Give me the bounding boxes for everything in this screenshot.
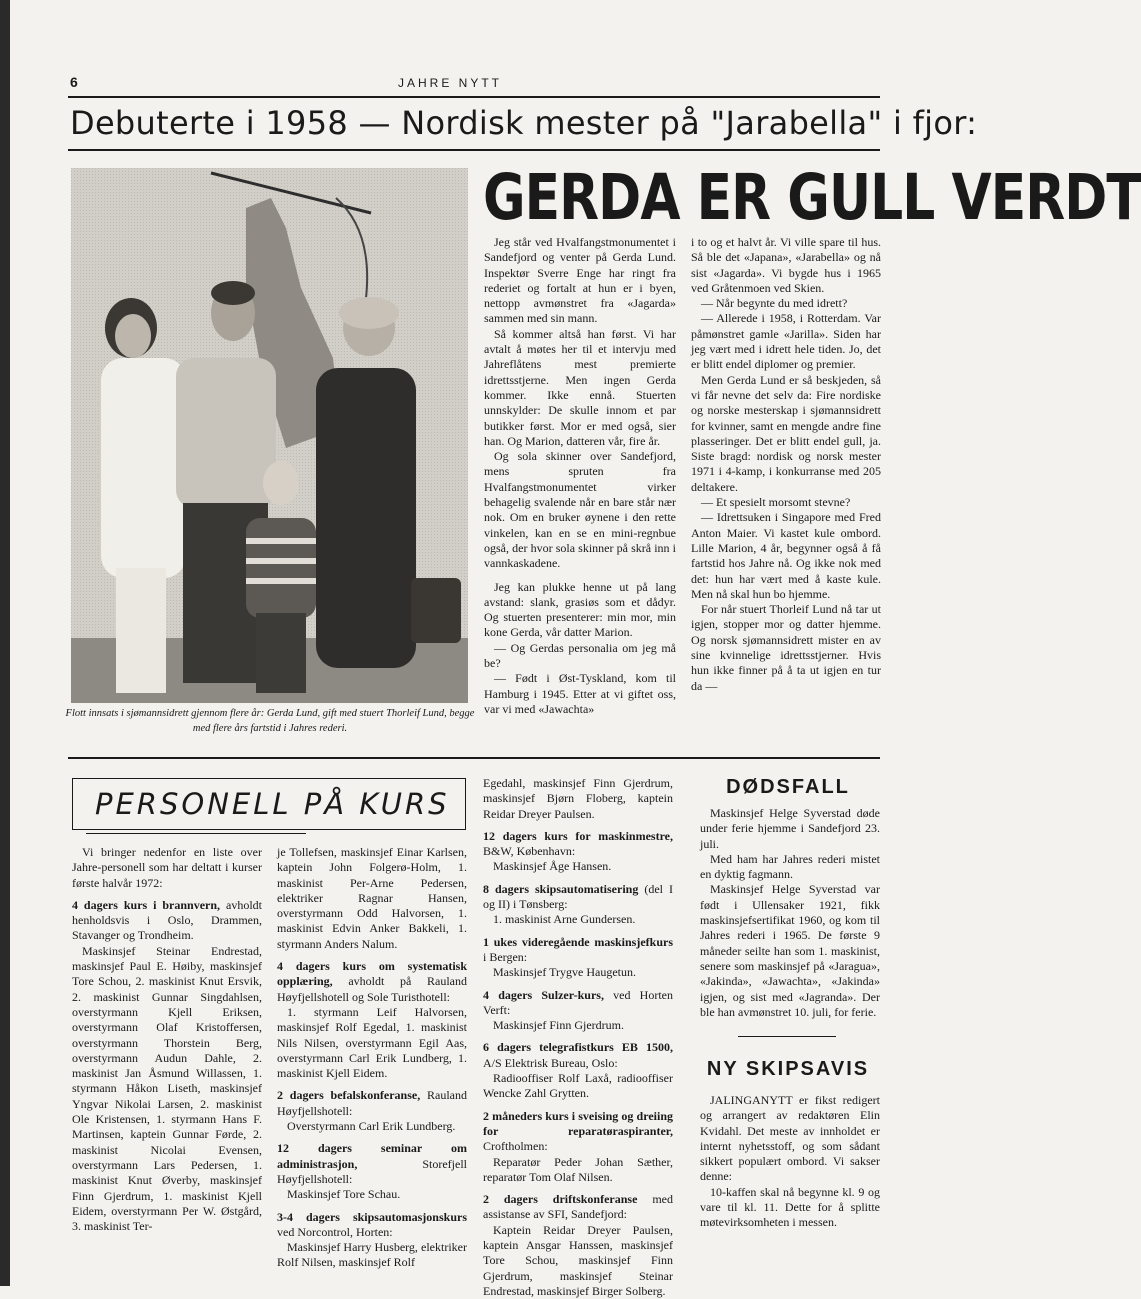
- course-text: Maskinsjef Steinar Endrestad, maskinsjef Paul E. Høiby, maskinsjef Tore Schou, 2. maskinist Knut Ersvik, 2. maskinist Gunnar Singdahlsen, overstyrmann Kjell Eriksen, overstyrmann Olaf Kristoffersen, overstyrmann Thorstein Berg, overstyrmann Audun Dahle, 2. maskinist Jan Åsmund Willassen, 1. styrmann Håkon Liseth, maskinsjef Yngvar Nikolai Larsen, 2. maskinist Ole Kristensen, 1. styrmann Hans F. Martinsen, kaptein Gunnar Førde, 2. maskinist Nicolai Evensen, overstyrmann Lars Pedersen, 1. maskinist Knut Øverby, maskinsjef Finn Gjerdrum, 1. maskinist Kjell Eidem, overstyrmann Per W. Østgård, 3. maskinist Ter-: [72, 943, 262, 1234]
- dodsfall-column: [700, 806, 880, 1020]
- course-entry: [277, 1210, 467, 1241]
- course-entry: [483, 1223, 673, 1299]
- course-entry: [483, 776, 673, 822]
- article-paragraph: For når stuert Thorleif Lund nå tar ut igjen, stopper mor og datter hjemme. Og norsk sjømannsidrett mister en av sine kvinnelige idrettsstjerner. Hvis hun ikke finner på å ta ut igjen en tur da —: [691, 602, 881, 693]
- course-text: Maskinsjef Trygve Haugetun.: [493, 965, 636, 980]
- course-text: ved Horten Verft:: [483, 987, 673, 1017]
- personell-heading: PERSONELL PÅ KURS: [72, 778, 466, 830]
- dodsfall-paragraph: Maskinsjef Helge Syverstad var født i Ullensaker 1921, fikk maskinsjefsertifikat 1960, og kom til Jahres rederi i 1965. De første 9 måneder seilte han som 1. maskinist, senere som maskinsjef på «Jaragua», «Jakinda», «Jawachta», «Jakinda» igjen, og sist med «Jagranda». Der ble han avmønstret 10. juli, for ferie.: [700, 882, 880, 1019]
- course-text: Maskinsjef Tore Schau.: [287, 1187, 401, 1202]
- personell-column-2: [277, 845, 467, 1271]
- page-edge: [0, 0, 10, 1286]
- section-divider: [68, 757, 880, 759]
- course-title: 6 dagers telegrafistkurs EB 1500,: [483, 1040, 673, 1055]
- course-text: Vi bringer nedenfor en liste over Jahre-personell som har deltatt i kurser første halvår 1972:: [72, 845, 262, 890]
- course-text: B&W, København:: [483, 844, 576, 859]
- article-paragraph: i to og et halvt år. Vi ville spare til hus. Så ble det «Japana», «Jarabella» og nå sist «Jagarda». Vi bygde hus i 1965 ved Gråtenmoen ved Skien.: [691, 235, 881, 295]
- article-column-2: [691, 235, 881, 694]
- course-text: je Tollefsen, maskinsjef Einar Karlsen, kaptein John Folgerø-Holm, 1. maskinist Per-Arne Pedersen, elektriker Ragnar Hansen, overstyrmann Odd Halvorsen, 1. maskinist Edvin Anker Bakkeli, 1. styrmann Anders Nalum.: [277, 845, 467, 951]
- article-paragraph: Jeg kan plukke henne ut på lang avstand: slank, grasiøs som et dådyr. Og stuerten presenterer: min mor, min kone Gerda, vår datter Marion.: [484, 579, 676, 640]
- course-title: 1 ukes videregående maskinsjefkurs: [483, 934, 673, 949]
- course-text: i Bergen:: [483, 949, 528, 964]
- article-paragraph: — Og Gerdas personalia om jeg må be?: [484, 640, 676, 671]
- course-text: Maskinsjef Harry Husberg, elektriker Rolf Nilsen, maskinsjef Rolf: [277, 1240, 467, 1270]
- course-text: ved Norcontrol, Horten:: [277, 1224, 393, 1239]
- article-paragraph: — Allerede i 1958, i Rotterdam. Var påmønstret gamle «Jarilla». Siden har jeg vært med i idrett hele tiden. Jo, det er blitt endel diplomer og premier.: [691, 311, 881, 372]
- course-text: Overstyrmann Carl Erik Lundberg.: [287, 1119, 456, 1134]
- course-entry: [483, 965, 673, 980]
- article-paragraph: Jeg står ved Hvalfangstmonumentet i Sandefjord og venter på Gerda Lund. Inspektør Sverre Enge har ringt fra rederiet og fortalt at hun er i byen, nettopp avmønstret fra «Jagarda» sammen med sin mann.: [484, 235, 676, 326]
- course-text: avholdt på Rauland Høyfjellshotell og Sole Turisthotell:: [277, 974, 467, 1004]
- course-entry: [483, 1109, 673, 1155]
- course-entry: [277, 1141, 467, 1187]
- course-text: Egedahl, maskinsjef Finn Gjerdrum, maskinsjef Bjørn Floberg, kaptein Reidar Dreyer Paulsen.: [483, 776, 673, 821]
- course-entry: [483, 1018, 673, 1033]
- course-text: Reparatør Peder Johan Sæther, reparatør Tom Olaf Nilsen.: [483, 1154, 673, 1184]
- skipsavis-column: [700, 1093, 880, 1231]
- course-title: 2 dagers driftskonferanse: [483, 1192, 638, 1207]
- article-paragraph: Og sola skinner over Sandefjord, mens spruten fra Hvalfangstmonumentet virker behagelig svalende når en bare står nær nok. Om en bruker øynene i den rette vinkelen, kan en se en mini-regnbue også, der hvor sola skinner på skrå inn i vannkaskadene.: [484, 449, 676, 571]
- course-entry: [483, 1071, 673, 1102]
- photo-caption: Flott innsats i sjømannsidrett gjennom flere år: Gerda Lund, gift med stuert Thorleif Lund, begge med flere års fartstid i Jahres rederi.: [65, 708, 475, 734]
- course-entry: [483, 935, 673, 966]
- course-text: Kaptein Reidar Dreyer Paulsen, kaptein Ansgar Hanssen, maskinsjef Tore Schou, maskinsjef Finn Gjerdrum, maskinsjef Steinar Endrestad, maskinsjef Birger Solberg.: [483, 1222, 673, 1298]
- course-title: 2 dagers befalskonferanse,: [277, 1088, 421, 1103]
- page-number: 6: [70, 74, 78, 90]
- article-paragraph: — Når begynte du med idrett?: [701, 296, 848, 311]
- course-title: 8 dagers skipsautomatisering: [483, 881, 639, 896]
- article-paragraph: Men Gerda Lund er så beskjeden, så vi får nevne det selv da: Fire nordiske og norske mesterskap i sjømannsidrett for kvinner, samt en mengde andre fine plasseringer. Det er blitt endel gull, ja. Siste bragd: nordisk og norsk mester 1971 i 4-kamp, i konkurranse med 205 deltakere.: [691, 372, 881, 494]
- course-entry: [483, 829, 673, 860]
- dodsfall-rule: [738, 1036, 836, 1037]
- course-title: 4 dagers kurs i brannvern,: [72, 897, 221, 912]
- course-text: Radiooffiser Rolf Laxå, radiooffiser Wencke Zahl Grytten.: [483, 1071, 673, 1101]
- course-entry: [277, 1119, 467, 1134]
- skipsavis-paragraph: 10-kaffen skal nå begynne kl. 9 og vare til kl. 11. Dette for å splitte møtevirksomheten i messen.: [700, 1184, 880, 1230]
- page-headline: Debuterte i 1958 — Nordisk mester på "Jarabella" i fjor:: [70, 104, 978, 142]
- course-text: Maskinsjef Finn Gjerdrum.: [493, 1018, 624, 1033]
- course-title: 4 dagers Sulzer-kurs,: [483, 987, 604, 1002]
- course-entry: [483, 859, 673, 874]
- course-title: 12 dagers seminar om administrasjon,: [277, 1141, 467, 1171]
- dodsfall-heading: DØDSFALL: [726, 776, 850, 798]
- course-text: Rauland Høyfjellshotell:: [277, 1088, 467, 1118]
- course-entry: [72, 944, 262, 1235]
- course-entry: [483, 988, 673, 1019]
- running-header: JAHRE NYTT: [397, 76, 502, 90]
- course-entry: [72, 845, 262, 891]
- course-text: 1. maskinist Arne Gundersen.: [493, 912, 636, 927]
- course-title: 3-4 dagers skipsautomasjonskurs: [277, 1209, 467, 1224]
- course-text: A/S Elektrisk Bureau, Oslo:: [483, 1055, 618, 1070]
- course-text: med assistanse av SFI, Sandefjord:: [483, 1192, 673, 1222]
- course-entry: [483, 1155, 673, 1186]
- course-text: (del I og II) i Tønsberg:: [483, 881, 673, 912]
- course-title: 4 dagers kurs om systematisk opplæring,: [277, 959, 467, 989]
- headline-rule: [68, 149, 880, 151]
- article-paragraph: — Et spesielt morsomt stevne?: [701, 495, 851, 510]
- course-entry: [72, 898, 262, 944]
- header-rule: [68, 96, 880, 98]
- article-paragraph: — Idrettsuken i Singapore med Fred Anton Maier. Vi kastet kule ombord. Lille Marion, 4 år, begynner også å få fartstid hos Jahre nå. Og ikke nok med det: hun har vært med å kaste kule. Men nå skal hun bo hjemme.: [691, 510, 881, 601]
- article-paragraph: Så kommer altså han først. Vi har avtalt å møtes her til et intervju med Jahreflåtens mest premierte idrettsstjerne. Men ingen Gerda kommer. Ikke ennå. Stuerten unnskylder: De skulle innom et par butikker først. Mor er med også, sier han. Og Marion, datteren vår, fire år.: [484, 326, 676, 448]
- course-entry: [483, 1040, 673, 1071]
- skipsavis-paragraph: JALINGANYTT er fikst redigert og arrangert av redaktøren Elin Kvidahl. Det meste av innholdet er internt nyhetsstoff, og som sådant sikkert populært ombord. Vi sakser denne:: [700, 1093, 880, 1184]
- course-entry: [277, 1005, 467, 1081]
- personell-column-3: [483, 776, 673, 1299]
- course-entry: [483, 882, 673, 913]
- personell-column-1: [72, 845, 262, 1234]
- course-text: avholdt henholdsvis i Oslo, Drammen, Stavanger og Trondheim.: [72, 897, 262, 943]
- course-title: 2 måneders kurs i sveising og dreiing for reparatøraspiranter,: [483, 1108, 673, 1138]
- course-text: Maskinsjef Åge Hansen.: [493, 859, 612, 874]
- course-title: 12 dagers kurs for maskinmestre,: [483, 828, 673, 843]
- course-entry: [277, 1088, 467, 1119]
- article-title: GERDA ER GULL VERDT: [483, 159, 1141, 235]
- article-photo: [71, 168, 468, 703]
- personell-underline: [86, 833, 306, 834]
- dodsfall-paragraph: Maskinsjef Helge Syverstad døde under ferie hjemme i Sandefjord 23. juli.: [700, 806, 880, 851]
- course-entry: [277, 959, 467, 1005]
- course-text: 1. styrmann Leif Halvorsen, maskinsjef Rolf Egedal, 1. maskinist Nils Nilsen, overstyrmann Egil Aas, overstyrmann Carl Erik Lundberg, 1. maskinist Kjell Eidem.: [277, 1004, 467, 1081]
- course-text: Croftholmen:: [483, 1139, 548, 1154]
- course-text: Storefjell Høyfjellshotell:: [277, 1156, 467, 1186]
- course-entry: [277, 1240, 467, 1271]
- dodsfall-paragraph: Med ham har Jahres rederi mistet en dyktig fagmann.: [700, 851, 880, 882]
- skipsavis-heading: NY SKIPSAVIS: [706, 1058, 870, 1080]
- article-column-1: [484, 235, 676, 717]
- article-paragraph: — Født i Øst-Tyskland, kom til Hamburg i 1945. Etter at vi giftet oss, var vi med «Jawachta»: [484, 671, 676, 716]
- course-entry: [277, 845, 467, 952]
- course-entry: [277, 1187, 467, 1202]
- course-entry: [483, 1192, 673, 1223]
- course-entry: [483, 912, 673, 927]
